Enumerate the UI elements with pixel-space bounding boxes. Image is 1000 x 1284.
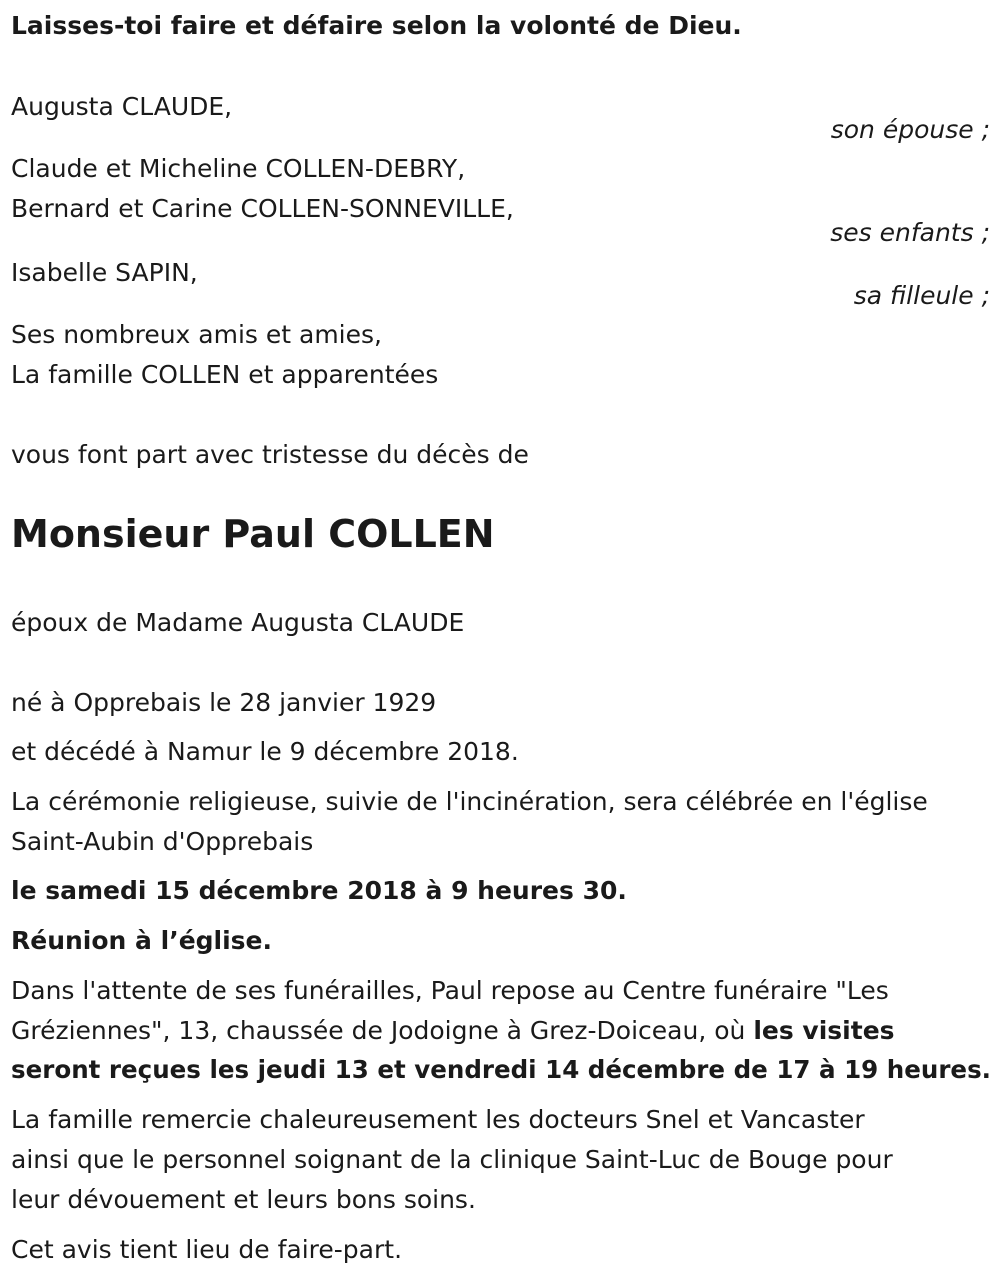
goddaughter-name: Isabelle SAPIN, (11, 258, 198, 287)
visitation-line-2-plain: Gréziennes", 13, chaussée de Jodoigne à Grez-Doiceau, où (11, 1016, 754, 1045)
visitation-line-1: Dans l'attente de ses funérailles, Paul repose au Centre funéraire "Les (11, 976, 889, 1005)
death-line: et décédé à Namur le 9 décembre 2018. (11, 737, 519, 766)
child-1: Claude et Micheline COLLEN-DEBRY, (11, 154, 466, 183)
spouse-name: Augusta CLAUDE, (11, 92, 233, 121)
birth-line: né à Opprebais le 28 janvier 1929 (11, 688, 437, 717)
epigraph: Laisses-toi faire et défaire selon la volonté de Dieu. (11, 11, 742, 40)
thanks-line-1: La famille remercie chaleureusement les docteurs Snel et Vancaster (11, 1105, 865, 1134)
ceremony-meeting: Réunion à l’église. (11, 926, 273, 955)
visitation-line-2-bold: les visites (753, 1016, 895, 1045)
visitation-line-2 (11, 1018, 895, 1043)
visitation-line-3: seront reçues les jeudi 13 et vendredi 14 décembre de 17 à 19 heures. (11, 1055, 991, 1084)
goddaughter-role: sa filleule ; (853, 281, 990, 310)
ceremony-date: le samedi 15 décembre 2018 à 9 heures 30. (11, 876, 627, 905)
deceased-name: Monsieur Paul COLLEN (11, 512, 495, 556)
spouse-of: époux de Madame Augusta CLAUDE (11, 608, 465, 637)
thanks-line-3: leur dévouement et leurs bons soins. (11, 1185, 476, 1214)
ceremony-line-1: La cérémonie religieuse, suivie de l'incinération, sera célébrée en l'église (11, 787, 928, 816)
child-2: Bernard et Carine COLLEN-SONNEVILLE, (11, 194, 514, 223)
ceremony-line-2: Saint-Aubin d'Opprebais (11, 827, 314, 856)
relatives-line: La famille COLLEN et apparentées (11, 360, 439, 389)
closing-line: Cet avis tient lieu de faire-part. (11, 1235, 403, 1264)
thanks-line-2: ainsi que le personnel soignant de la clinique Saint-Luc de Bouge pour (11, 1145, 893, 1174)
announcement: vous font part avec tristesse du décès de (11, 440, 529, 469)
spouse-role: son épouse ; (830, 115, 990, 144)
children-role: ses enfants ; (830, 218, 990, 247)
friends-line: Ses nombreux amis et amies, (11, 320, 382, 349)
